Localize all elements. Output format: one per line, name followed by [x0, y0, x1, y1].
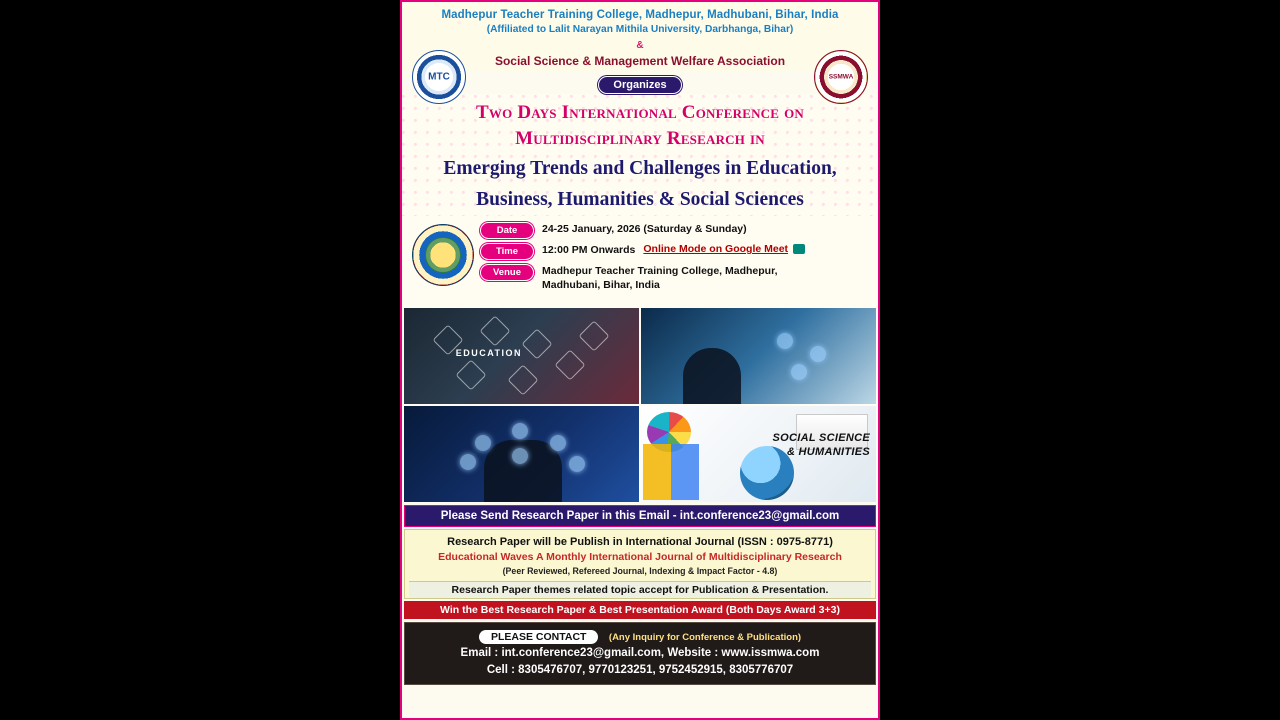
journal-info [404, 529, 876, 599]
association-name: Social Science & Management Welfare Association [494, 54, 786, 68]
affiliation-text: (Affiliated to Lalit Narayan Mithila University, Darbhanga, Bihar) [486, 24, 794, 35]
title-block [402, 94, 878, 216]
education-image [404, 308, 639, 404]
google-meet-icon [793, 244, 805, 254]
business-network-image [404, 406, 639, 502]
conference-theme-line1: Emerging Trends and Challenges in Education, [443, 158, 837, 179]
submission-email-bar: Please Send Research Paper in this Email - int.conference23@gmail.com [404, 505, 876, 527]
venue-line2: Madhubani, Bihar, India [542, 279, 660, 291]
poster-header [402, 2, 878, 71]
conference-seal-icon [412, 224, 474, 286]
journal-name: Educational Waves A Monthly International Journal of Multidisciplinary Research [438, 551, 842, 563]
conference-title-line1: Two Days International Conference on [476, 102, 804, 123]
mtc-college-logo-icon [412, 50, 466, 104]
social-science-image [641, 406, 876, 502]
venue-value [542, 264, 778, 292]
date-value: 24-25 January, 2026 (Saturday & Sunday) [542, 223, 747, 235]
social-science-caption [772, 431, 870, 459]
time-value: 12:00 PM Onwards [542, 244, 636, 256]
social-caption-line2: & HUMANITIES [786, 445, 870, 458]
organizes-row [402, 75, 878, 94]
conference-poster [400, 0, 880, 720]
contact-note: (Any Inquiry for Conference & Publication) [608, 632, 802, 643]
college-name: Madhepur Teacher Training College, Madhepur, Madhubani, Bihar, India [441, 9, 839, 21]
image-collage [402, 308, 878, 502]
google-meet-link[interactable]: Online Mode on Google Meet [643, 243, 789, 255]
contact-section [404, 622, 876, 685]
education-caption: EDUCATION [455, 348, 523, 359]
contact-email-website: Email : int.conference23@gmail.com, Website : www.issmwa.com [460, 647, 820, 659]
ssmwa-association-logo-icon [814, 50, 868, 104]
date-label: Date [480, 222, 534, 239]
event-details [402, 216, 878, 308]
technology-image [641, 308, 876, 404]
network-nodes-icon [404, 406, 639, 502]
ampersand-text: & [636, 40, 644, 51]
organizes-badge: Organizes [598, 76, 681, 94]
journal-themes-note: Research Paper themes related topic accept for Publication & Presentation. [409, 581, 871, 598]
award-banner: Win the Best Research Paper & Best Presentation Award (Both Days Award 3+3) [404, 601, 876, 619]
venue-line1: Madhepur Teacher Training College, Madhepur, [542, 265, 778, 277]
time-row [480, 243, 870, 260]
journal-meta: (Peer Reviewed, Refereed Journal, Indexing & Impact Factor - 4.8) [502, 566, 778, 576]
venue-label: Venue [480, 264, 534, 281]
ai-robot-icon [641, 308, 876, 404]
date-row [480, 222, 870, 239]
conference-theme-line2: Business, Humanities & Social Sciences [476, 189, 804, 210]
puzzle-icon [643, 444, 699, 500]
contact-phone-numbers: Cell : 8305476707, 9770123251, 9752452915, 8305776707 [486, 664, 794, 676]
contact-heading: PLEASE CONTACT [479, 630, 598, 644]
social-caption-line1: SOCIAL SCIENCE [772, 431, 870, 444]
venue-row [480, 264, 870, 292]
journal-issn-line: Research Paper will be Publish in International Journal (ISSN : 0975-8771) [447, 536, 833, 548]
contact-header-row [409, 627, 871, 645]
time-label: Time [480, 243, 534, 260]
conference-title-line2: Multidisciplinary Research in [515, 128, 765, 149]
